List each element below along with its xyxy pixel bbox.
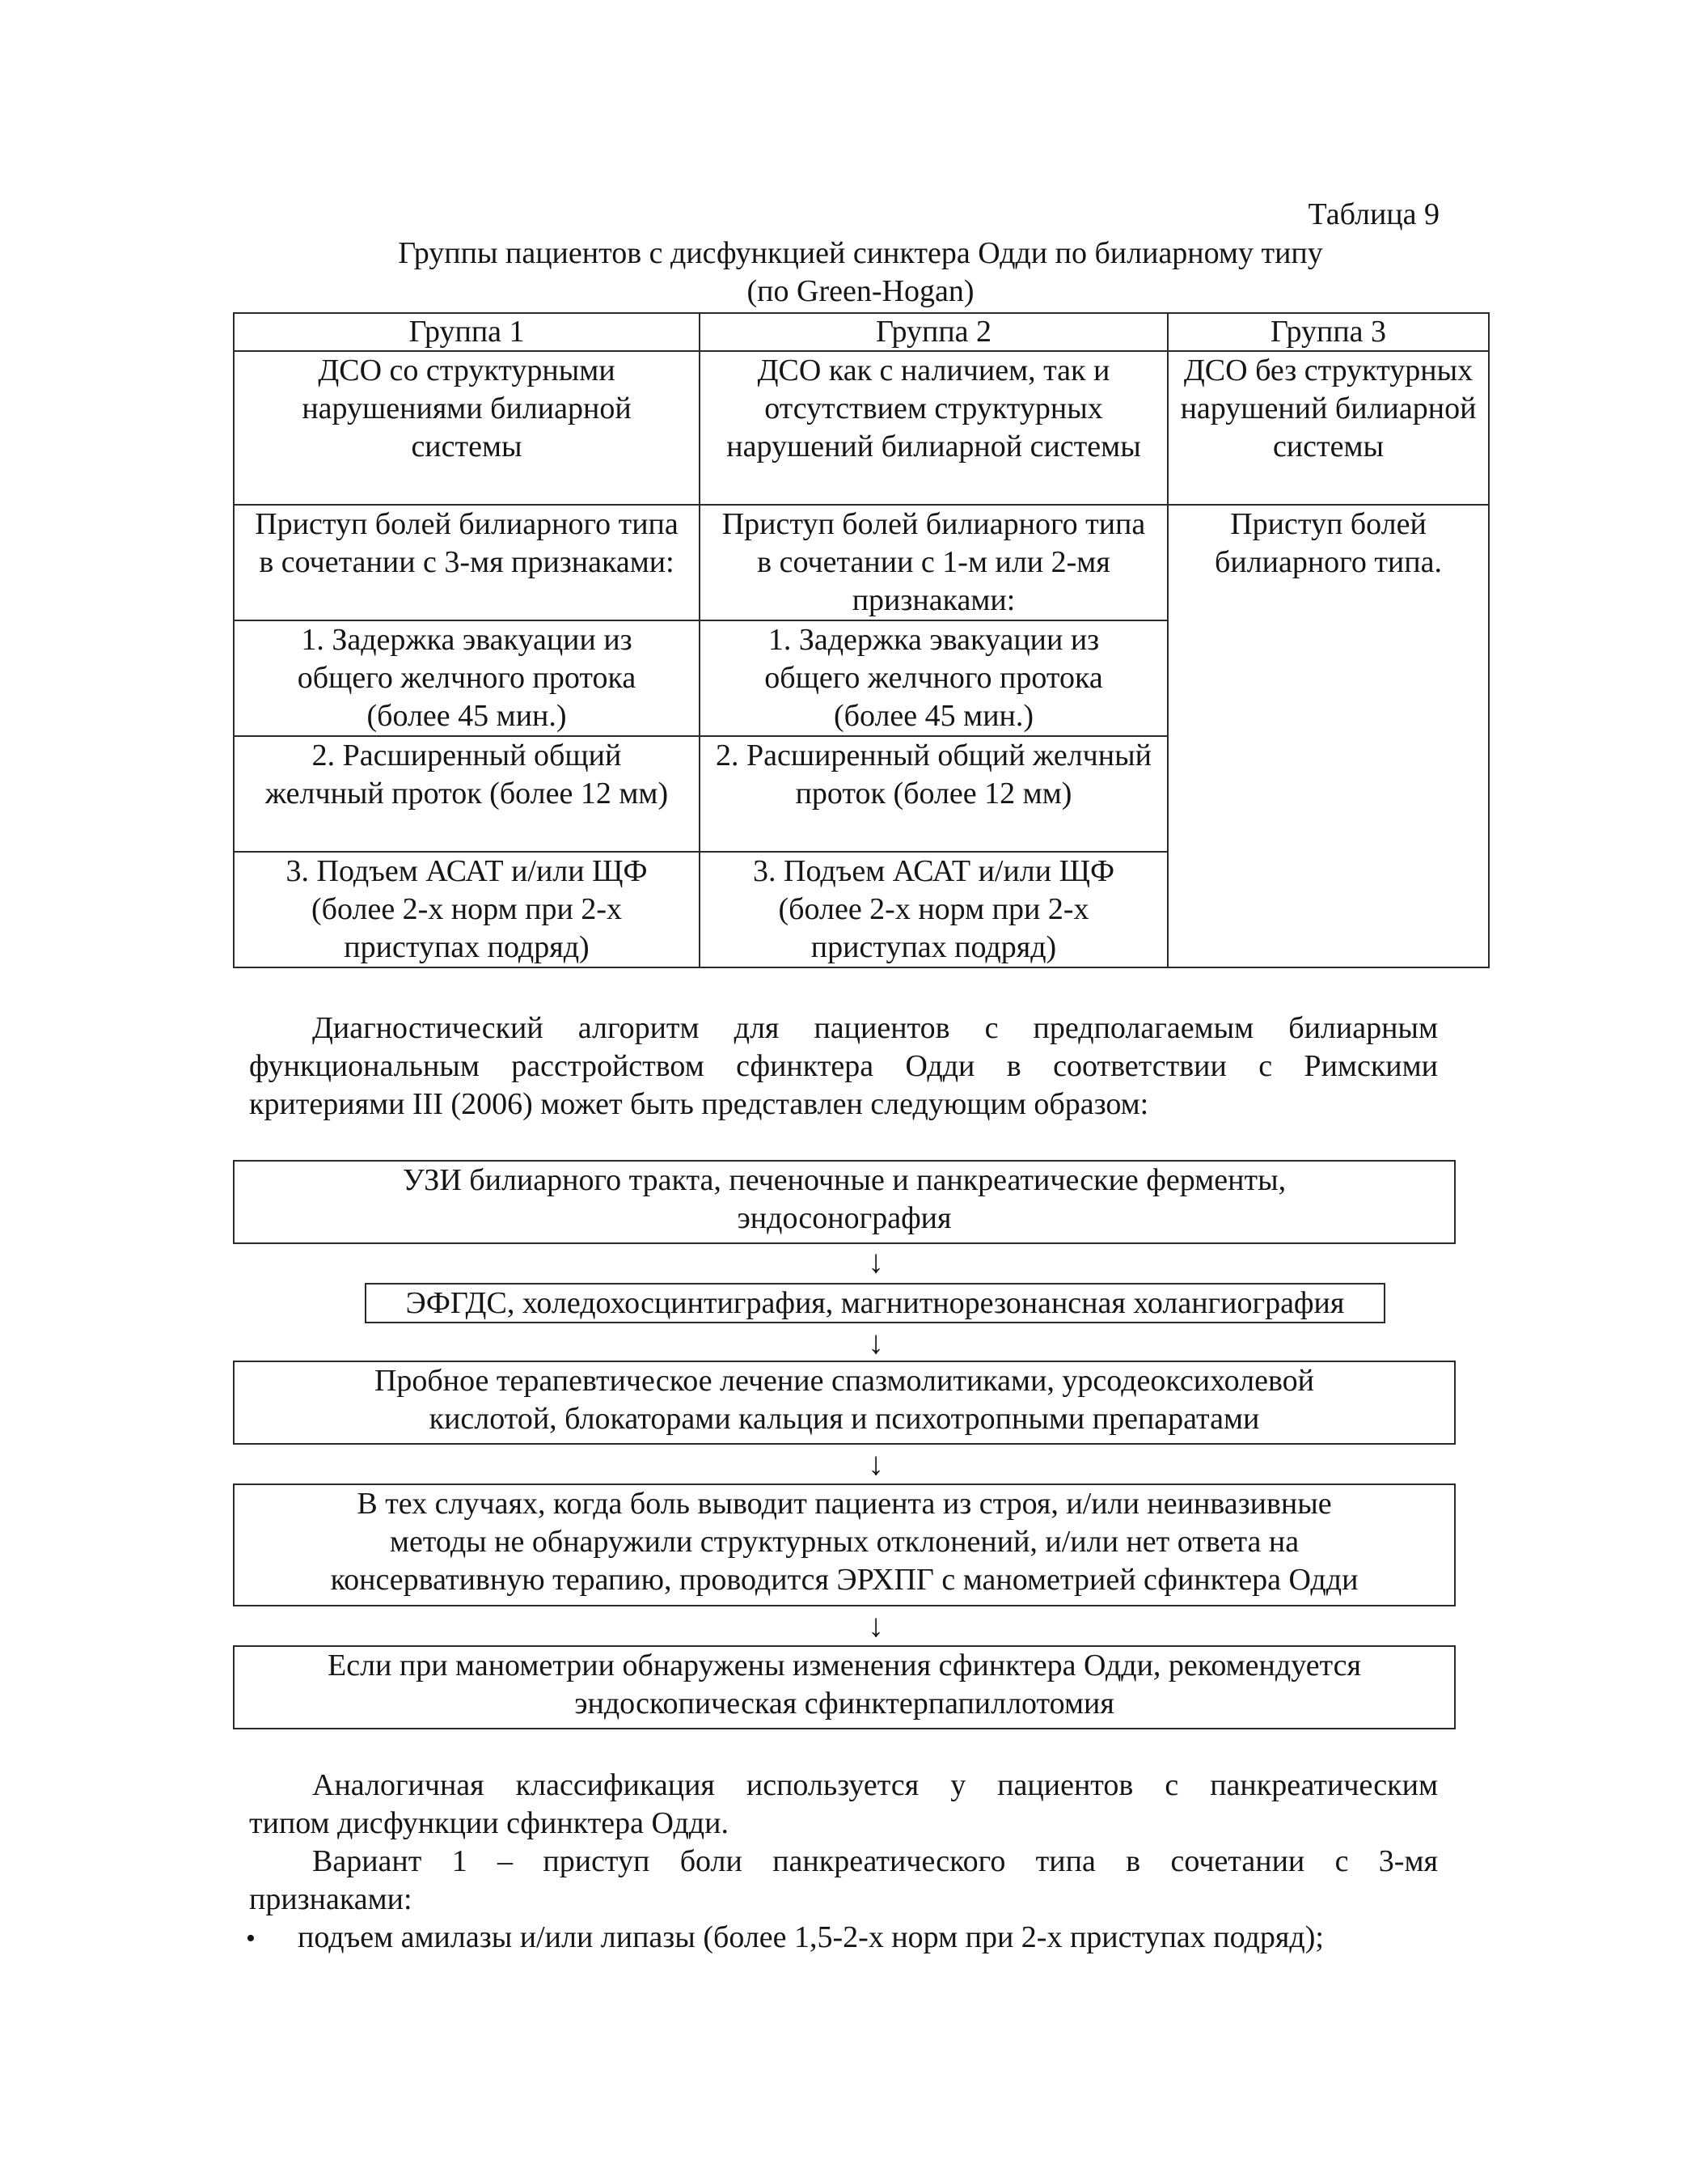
table-cell: 3. Подъем АСАТ и/или ЩФ (более 2-х норм при 2-х приступах подряд) bbox=[234, 852, 700, 967]
bullet-text: подъем амилазы и/или липазы (более 1,5-2-х норм при 2-х приступах подряд); bbox=[298, 1920, 1324, 1954]
table-header-cell: Группа 3 bbox=[1168, 313, 1489, 351]
flow-step-line: эндоскопическая сфинктерпапиллотомия bbox=[574, 1687, 1114, 1721]
closing-paragraph bbox=[249, 1767, 1438, 1919]
flow-step-1 bbox=[233, 1160, 1456, 1244]
down-arrow-icon: ↓ bbox=[868, 1445, 884, 1482]
flow-step-line: В тех случаях, когда боль выводит пациента из строя, и/или неинвазивные bbox=[357, 1487, 1332, 1521]
table-cell: 2. Расширенный общий желчный проток (более 12 мм) bbox=[234, 736, 700, 852]
flow-step-line: Пробное терапевтическое лечение спазмолитиками, урсодеоксихолевой bbox=[374, 1364, 1315, 1398]
table-cell: ДСО без структурных нарушений билиарной системы bbox=[1168, 351, 1489, 505]
table-row bbox=[234, 505, 1489, 620]
table-cell: Приступ болей билиарного типа в сочетании с 1-м или 2-мя признаками: bbox=[700, 505, 1168, 620]
paragraph-line: типом дисфункции сфинктера Одди. bbox=[249, 1806, 729, 1840]
bullet-icon: • bbox=[246, 1924, 256, 1953]
table-cell: ДСО как с наличием, так и отсутствием структурных нарушений билиарной системы bbox=[700, 351, 1168, 505]
down-arrow-icon: ↓ bbox=[868, 1607, 884, 1644]
flow-step-line: методы не обнаружили структурных отклонений, и/или нет ответа на bbox=[389, 1525, 1300, 1559]
paragraph-line: Аналогичная классификация используется у пациентов с панкреатическим bbox=[312, 1768, 1438, 1802]
flow-step-3 bbox=[233, 1361, 1456, 1445]
paragraph-line: критериями III (2006) может быть представлен следующим образом: bbox=[249, 1087, 1149, 1121]
flow-step-line: УЗИ билиарного тракта, печеночные и панкреатические ферменты, bbox=[402, 1163, 1287, 1197]
flow-step-4 bbox=[233, 1484, 1456, 1606]
down-arrow-icon: ↓ bbox=[868, 1324, 884, 1361]
table-caption-line: Группы пациентов с дисфункцией синктера Одди по билиарному типу bbox=[398, 236, 1323, 270]
table-header-cell: Группа 2 bbox=[700, 313, 1168, 351]
paragraph-line: функциональным расстройством сфинктера Одди в соответствии с Римскими bbox=[249, 1049, 1438, 1083]
paragraph-line: Диагностический алгоритм для пациентов с предполагаемым билиарным bbox=[312, 1011, 1438, 1045]
flow-step-2 bbox=[365, 1283, 1385, 1323]
table-row bbox=[234, 351, 1489, 505]
flow-step-line: эндосонография bbox=[737, 1201, 952, 1235]
table-cell: 1. Задержка эвакуации из общего желчного протока (более 45 мин.) bbox=[700, 620, 1168, 736]
table-cell: Приступ болей билиарного типа в сочетании с 3-мя признаками: bbox=[234, 505, 700, 620]
flow-step-5 bbox=[233, 1645, 1456, 1729]
table-caption-line: (по Green-Hogan) bbox=[746, 274, 975, 308]
flow-step-line: Если при манометрии обнаружены изменения сфинктера Одди, рекомендуется bbox=[328, 1649, 1361, 1682]
table-header-cell: Группа 1 bbox=[234, 313, 700, 351]
table-cell: ДСО со структурными нарушениями билиарной системы bbox=[234, 351, 700, 505]
table-cell: 2. Расширенный общий желчный проток (более 12 мм) bbox=[700, 736, 1168, 852]
intro-paragraph bbox=[249, 1009, 1438, 1124]
table-number: Таблица 9 bbox=[1308, 197, 1440, 231]
paragraph-line: признаками: bbox=[249, 1882, 412, 1916]
table-cell: 3. Подъем АСАТ и/или ЩФ (более 2-х норм при 2-х приступах подряд) bbox=[700, 852, 1168, 967]
flow-step-line: консервативную терапию, проводится ЭРХПГ с манометрией сфинктера Одди bbox=[330, 1563, 1359, 1597]
down-arrow-icon: ↓ bbox=[868, 1243, 884, 1280]
paragraph-line: Вариант 1 – приступ боли панкреатического типа в сочетании с 3-мя bbox=[312, 1844, 1438, 1878]
bullet-list-item bbox=[246, 1919, 1459, 1958]
flow-step-line: ЭФГДС, холедохосцинтиграфия, магнитнорезонансная холангиография bbox=[405, 1286, 1345, 1320]
table-header-row bbox=[234, 313, 1489, 351]
table-cell: Приступ болей билиарного типа. bbox=[1168, 505, 1489, 967]
table-cell: 1. Задержка эвакуации из общего желчного протока (более 45 мин.) bbox=[234, 620, 700, 736]
flow-step-line: кислотой, блокаторами кальция и психотропными препаратами bbox=[429, 1402, 1260, 1436]
table-caption bbox=[233, 235, 1488, 311]
patient-groups-table bbox=[233, 312, 1490, 968]
